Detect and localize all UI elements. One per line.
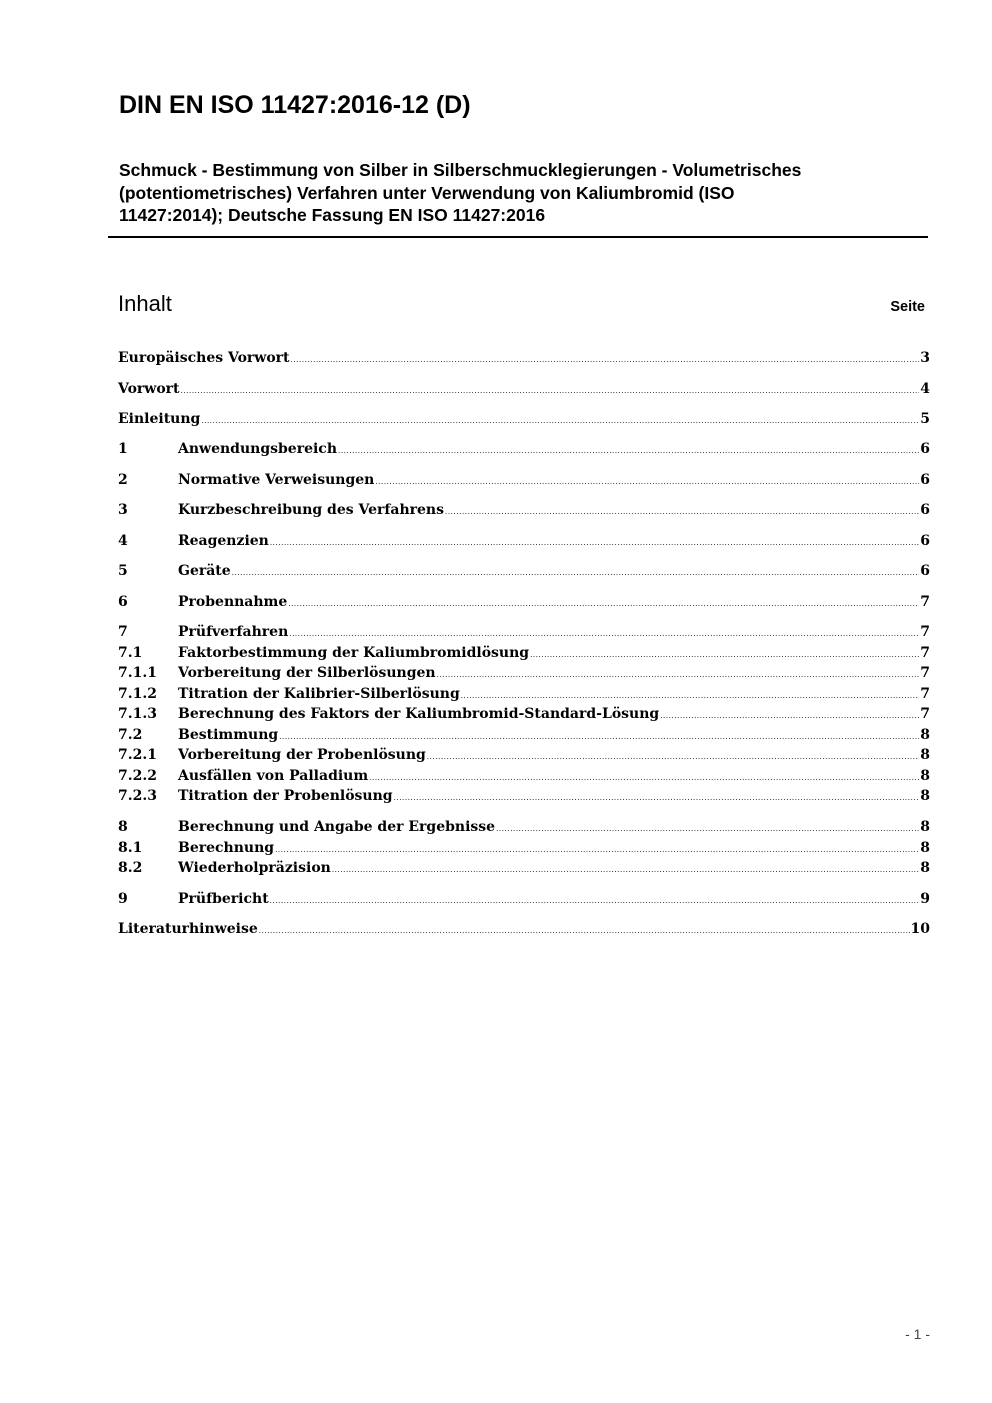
toc-entry-title: Kurzbeschreibung des Verfahrens [178, 502, 444, 518]
toc-entry-page: 5 [920, 411, 930, 427]
toc-entry-number: 7.2.2 [118, 768, 157, 784]
toc-entry-9[interactable] [118, 889, 930, 909]
toc-entry-5[interactable] [118, 561, 930, 581]
toc-entry-title: Berechnung des Faktors der Kaliumbromid-Standard-Lösung [178, 706, 660, 722]
toc-entry-literaturhinweise[interactable] [118, 919, 930, 939]
toc-entry-title: Reagenzien [178, 533, 269, 549]
toc-entry-7-2[interactable] [118, 725, 930, 745]
toc-entry-title: Probennahme [178, 594, 288, 610]
toc-dot-leader [660, 706, 919, 726]
toc-entry-number: 7.1 [118, 645, 143, 661]
toc-entry-page: 6 [920, 502, 930, 518]
toc-dot-leader [289, 624, 919, 644]
toc-dot-leader [270, 533, 919, 553]
toc-entry-7-2-3[interactable] [118, 786, 930, 806]
toc-dot-leader [332, 860, 919, 880]
toc-entry-1[interactable] [118, 439, 930, 459]
toc-entry-page: 7 [920, 624, 930, 640]
toc-dot-leader [530, 645, 919, 665]
subtitle-line: 11427:2014); Deutsche Fassung EN ISO 11427:2016 [119, 205, 546, 225]
toc-entry-title: Berechnung und Angabe der Ergebnisse [178, 819, 496, 835]
toc-entry-title: Literaturhinweise [118, 921, 258, 937]
toc-dot-leader [279, 727, 919, 747]
toc-entry-7-1[interactable] [118, 643, 930, 663]
toc-entry-number: 4 [118, 533, 128, 549]
toc-entry-page: 7 [920, 594, 930, 610]
toc-entry-page: 3 [920, 350, 930, 366]
toc-entry-title: Vorbereitung der Silberlösungen [178, 665, 436, 681]
toc-dot-leader [369, 768, 919, 788]
page-number: - 1 - [905, 1326, 930, 1342]
toc-entry-page: 8 [920, 788, 930, 804]
title-divider [108, 236, 928, 238]
toc-dot-leader [259, 921, 910, 941]
toc-entry-title: Faktorbestimmung der Kaliumbromidlösung [178, 645, 530, 661]
toc-dot-leader [291, 350, 920, 370]
toc-entry-number: 8.2 [118, 860, 143, 876]
toc-entry-page: 6 [920, 441, 930, 457]
toc-entry-page: 8 [920, 768, 930, 784]
toc-entry-number: 7.1.2 [118, 686, 157, 702]
subtitle-line: Schmuck - Bestimmung von Silber in Silberschmucklegierungen - Volumetrisches [119, 160, 802, 180]
document-title: DIN EN ISO 11427:2016-12 (D) [119, 91, 471, 119]
toc-entry-page: 8 [920, 860, 930, 876]
toc-entry-title: Europäisches Vorwort [118, 350, 290, 366]
toc-entry-number: 1 [118, 441, 128, 457]
toc-entry-title: Titration der Probenlösung [178, 788, 393, 804]
toc-entry-einleitung[interactable] [118, 409, 930, 429]
toc-page-column-label: Seite [890, 299, 925, 315]
toc-entry-title: Prüfbericht [178, 891, 269, 907]
toc-entry-page: 6 [920, 563, 930, 579]
toc-entry-title: Wiederholpräzision [178, 860, 331, 876]
toc-entry-page: 9 [920, 891, 930, 907]
toc-entry-number: 7 [118, 624, 128, 640]
toc-entry-2[interactable] [118, 470, 930, 490]
toc-entry-3[interactable] [118, 500, 930, 520]
toc-entry-number: 8 [118, 819, 128, 835]
toc-entry-number: 2 [118, 472, 128, 488]
toc-dot-leader [461, 686, 920, 706]
toc-entry-6[interactable] [118, 592, 930, 612]
toc-entry-7-1-1[interactable] [118, 663, 930, 683]
toc-entry-title: Titration der Kalibrier-Silberlösung [178, 686, 460, 702]
toc-entry-title: Vorbereitung der Probenlösung [178, 747, 426, 763]
toc-dot-leader [496, 819, 919, 839]
toc-entry-number: 8.1 [118, 840, 143, 856]
toc-entry-title: Berechnung [178, 840, 275, 856]
toc-heading: Inhalt [118, 291, 172, 316]
toc-entry-title: Bestimmung [178, 727, 279, 743]
toc-dot-leader [394, 788, 920, 808]
toc-entry-8[interactable] [118, 817, 930, 837]
toc-entry-7[interactable] [118, 622, 930, 642]
toc-entry-title: Anwendungsbereich [178, 441, 337, 457]
toc-entry-title: Geräte [178, 563, 231, 579]
toc-entry-number: 5 [118, 563, 128, 579]
toc-entry-page: 8 [920, 747, 930, 763]
toc-entry-8-1[interactable] [118, 838, 930, 858]
toc-dot-leader [181, 381, 920, 401]
toc-entry-number: 6 [118, 594, 128, 610]
toc-dot-leader [427, 747, 919, 767]
toc-entry-title: Normative Verweisungen [178, 472, 375, 488]
toc-entry-europaeisches-vorwort[interactable] [118, 348, 930, 368]
toc-entry-page: 6 [920, 533, 930, 549]
toc-entry-vorwort[interactable] [118, 379, 930, 399]
toc-dot-leader [288, 594, 919, 614]
toc-dot-leader [375, 472, 919, 492]
toc-entry-number: 3 [118, 502, 128, 518]
toc-entry-7-2-1[interactable] [118, 745, 930, 765]
toc-entry-page: 7 [920, 645, 930, 661]
toc-entry-page: 4 [920, 381, 930, 397]
toc-entry-title: Ausfällen von Palladium [178, 768, 369, 784]
document-subtitle [119, 159, 919, 227]
toc-dot-leader [201, 411, 919, 431]
toc-entry-number: 7.1.3 [118, 706, 157, 722]
toc-dot-leader [338, 441, 919, 461]
subtitle-line: (potentiometrisches) Verfahren unter Verwendung von Kaliumbromid (ISO [119, 182, 735, 203]
toc-entry-number: 7.2 [118, 727, 143, 743]
toc-entry-number: 7.2.3 [118, 788, 157, 804]
toc-entry-page: 8 [920, 819, 930, 835]
toc-dot-leader [445, 502, 919, 522]
toc-entry-page: 10 [910, 921, 930, 937]
toc-entry-page: 8 [920, 840, 930, 856]
toc-entry-number: 9 [118, 891, 128, 907]
toc-entry-4[interactable] [118, 531, 930, 551]
toc-dot-leader [275, 840, 919, 860]
toc-entry-page: 7 [920, 706, 930, 722]
toc-entry-7-1-3[interactable] [118, 704, 930, 724]
toc-entry-8-2[interactable] [118, 858, 930, 878]
toc-entry-title: Prüfverfahren [178, 624, 289, 640]
toc-entry-title: Vorwort [118, 381, 180, 397]
toc-dot-leader [232, 563, 920, 583]
toc-entry-7-2-2[interactable] [118, 766, 930, 786]
toc-dot-leader [270, 891, 920, 911]
toc-dot-leader [437, 665, 920, 685]
toc-entry-page: 6 [920, 472, 930, 488]
toc-entry-7-1-2[interactable] [118, 684, 930, 704]
toc-entry-page: 7 [920, 665, 930, 681]
toc-entry-title: Einleitung [118, 411, 201, 427]
toc-entry-number: 7.1.1 [118, 665, 157, 681]
toc-entry-page: 8 [920, 727, 930, 743]
toc-entry-number: 7.2.1 [118, 747, 157, 763]
toc-entry-page: 7 [920, 686, 930, 702]
